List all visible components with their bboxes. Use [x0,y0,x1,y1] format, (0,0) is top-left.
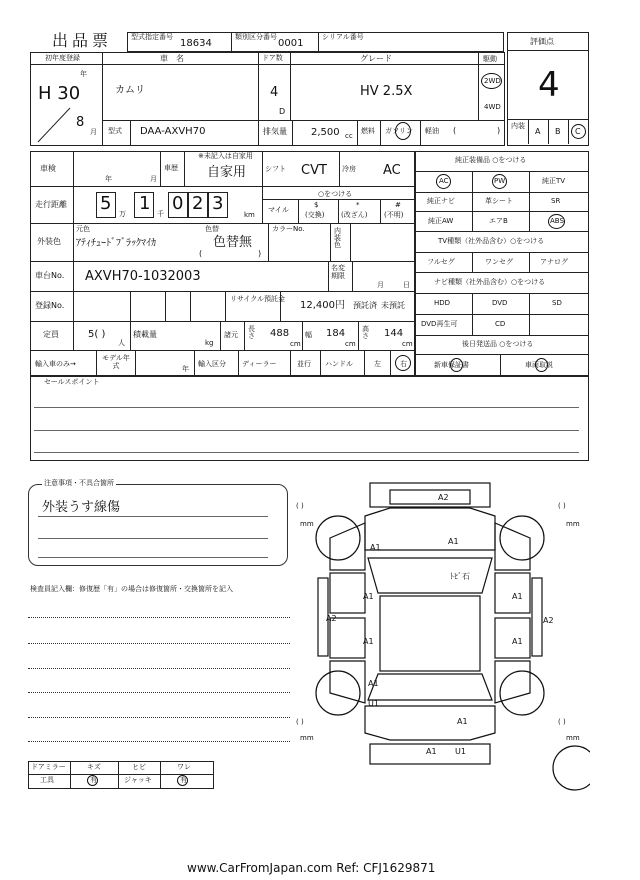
kei-label: 軽油 [425,127,439,135]
front-bumper-outline [370,483,490,507]
roof-outline [380,596,480,671]
interior-color-label: 内装色 [334,227,341,249]
inspector-label: 検査員記入欄：修復歴「有」の場合は修復箇所・交換箇所を記入 [30,585,233,593]
shaken-month-unit: 月 [150,175,157,183]
bracket-rf: ( ) [558,502,566,510]
repaint-paren-close: ) [258,249,262,258]
shaken-label: 車検 [40,164,56,173]
tool-scratch: キズ [87,763,101,771]
star-label: * [356,201,360,209]
length-cm: cm [290,340,301,348]
mm-lr: mm [300,734,314,742]
equip-pw-circle [492,174,507,189]
width: 184 [326,328,346,339]
equip-ac-circle [436,174,451,189]
mm-rr: mm [566,734,580,742]
bracket-rr: ( ) [558,718,566,726]
person-unit: 人 [118,339,125,347]
sales-point-box [30,375,589,461]
import-type-label: 輸入区分 [198,360,226,368]
first-reg-era: H 30 [38,83,81,104]
capacity-label: 定員 [43,330,59,339]
interior-grade-b: B [555,127,561,136]
docs-warranty: 新車保証書 [434,361,469,369]
mark-left-rear-door: A1 [363,637,374,646]
equip-ac: AC [439,177,449,185]
sen-unit: 千 [157,210,164,218]
mark-front-bumper: A2 [438,493,449,502]
recycle-label: リサイクル預託金 [230,295,286,303]
windshield-outline [368,558,492,593]
name-change-day: 日 [403,281,410,289]
tv-oneseg: ワンセグ [485,258,513,266]
mark-trunk: A1 [457,717,468,726]
doors-label: ドア数 [262,54,283,62]
sales-point-label: セールスポイント [44,378,100,386]
color-no-label: カラーNo. [272,225,305,233]
bracket-lf: ( ) [296,502,304,510]
grade-point-label: 評価点 [530,37,554,46]
navi-hdd: HDD [434,299,451,307]
handle-label: ハンドル [325,360,353,368]
model-year-unit: 年 [182,365,189,373]
left-front-door-outline [330,573,365,613]
interior-grade-c: C [575,127,581,136]
unknown-label: (不明) [384,211,404,219]
tv-title: TV種類（社外品含む）○をつける [438,237,545,245]
first-reg-month: 8 [76,115,85,130]
first-reg-month-unit: 月 [90,128,97,136]
navi-dvd: DVD [492,299,508,307]
reg-no-label: 登録No. [35,301,65,310]
fuel-circle [395,122,411,140]
mark-rear-bumper-2: U1 [455,747,466,756]
mark-windshield: ﾄﾋﾞ石 [450,572,470,581]
repaint-paren-open: ( [199,249,203,258]
drive-label: 駆動 [483,55,497,63]
left-front-wheel [316,516,360,560]
handle-right: 右 [400,360,407,368]
hash-label: # [395,201,401,209]
type-no: 18634 [180,38,212,49]
kg-unit: kg [205,339,214,347]
tool-tool: 工具 [40,776,54,784]
history-label: 車歴 [164,164,178,172]
car-diagram [290,478,590,808]
attach-label: ○をつける [318,190,353,198]
cooler-label: 冷房 [342,165,356,173]
right-sill-outline [532,578,542,656]
navi-sd: SD [552,299,562,307]
history: 自家用 [207,165,247,180]
bracket-lr: ( ) [296,718,304,726]
left-front-fender-outline [330,523,365,570]
navi-title: ナビ種類（社外品含む）○をつける [434,278,546,286]
equip-abs-circle [548,214,565,229]
equip-pw: PW [494,177,506,185]
tool-break: ワレ [177,763,191,771]
equip-leather: 革シート [485,197,513,205]
spare-wheel [553,746,590,790]
mileage-digit-1: 5 [100,193,112,214]
mark-right-side: A2 [543,616,554,625]
fuel-gasoline: ガソリン [385,127,413,135]
serial-label: シリアル番号 [322,33,364,41]
notes-box [28,484,288,566]
left-rear-door-outline [330,618,365,658]
height-label: 高さ [362,325,369,340]
chassis-no: AXVH70-1032003 [85,269,201,284]
car-name-label: 車 名 [160,54,184,63]
capacity: 5( ) [88,329,106,340]
mileage-digit-4: 2 [192,193,204,214]
shift: CVT [301,163,327,178]
dollar-label: $ [314,201,319,209]
width-cm: cm [345,340,356,348]
cc-unit: cc [345,132,353,140]
grade-point: 4 [538,65,560,105]
equip-aw: 純正AW [428,217,454,225]
mark-left-side: A2 [326,614,337,623]
drive-circle [481,73,502,89]
navi-dvd-play: DVD再生可 [421,320,458,328]
car-name: カムリ [115,85,145,96]
footer-watermark: www.CarFromJapan.com Ref: CFJ1629871 [187,861,436,875]
drive-2wd: 2WD [484,77,501,85]
mm-lf: mm [300,520,314,528]
mark-left-rear: A1 [368,679,379,688]
tool-jack: ジャッキ [124,776,152,784]
chassis-label: 車台No. [35,271,65,280]
equip-sr: SR [551,197,561,205]
fuel-label: 燃料 [361,127,375,135]
handle-left: 左 [374,360,381,368]
interior-label: 内装 [511,122,525,130]
height-cm: cm [402,340,413,348]
km-unit: km [244,211,255,219]
recycle-deposited: 預託済 [353,301,377,310]
equip-abs: ABS [550,217,564,225]
height: 144 [384,328,404,339]
import-label: 輸入車のみ→ [35,360,76,368]
kei-paren-open: ( [453,126,457,135]
right-rear-wheel [500,671,544,715]
drive-4wd: 4WD [484,103,501,111]
mileage-digit-5: 3 [212,193,224,214]
color-label: 外装色 [37,237,61,246]
tool-jack-circle [177,775,188,786]
exchange-label: (交換) [305,211,325,219]
tv-fullseg: フルセグ [427,258,455,266]
mark-left-rear-u: U1 [368,699,379,708]
grade-label: グレード [360,54,392,63]
mark-left-door: A1 [363,592,374,601]
sheet-title: 出品票 [52,31,113,50]
doors: 4 [270,85,279,100]
mark-left-front: A1 [370,543,381,552]
shaken-year-unit: 年 [105,175,112,183]
docs-title: 後日発送品 ○をつける [462,340,534,348]
name-change-month: 月 [377,281,384,289]
mm-rf: mm [566,520,580,528]
navi-cd: CD [495,320,506,328]
mark-hood: A1 [448,537,459,546]
length: 488 [270,328,290,339]
width-label: 幅 [305,331,312,339]
history-note: ※未記入は自家用 [198,152,253,160]
man-unit: 万 [119,210,126,218]
mileage-label: 走行距離 [35,200,67,209]
date-slash [30,104,102,144]
recycle-not: 未預託 [381,301,405,310]
repaint: 色替無 [213,235,253,250]
notes-text: 外装うす線傷 [42,500,121,515]
recycle-value: 12,400円 [300,300,345,311]
equip-navi: 純正ナビ [427,197,455,205]
docs-manual-circle [535,358,548,372]
handle-circle [395,355,411,371]
tool-tool-circle [87,775,98,786]
genuine-title: 純正装備品 ○をつける [455,156,527,164]
dim-label: 諸元 [224,331,238,339]
orig-color-label: 元色 [76,225,90,233]
tv-analog: アナログ [540,258,568,266]
type-no-label: 型式指定番号 [131,33,173,41]
equip-tv: 純正TV [542,177,566,185]
displacement-label: 排気量 [263,127,287,136]
interior-grade-a: A [535,127,541,136]
class-no: 0001 [278,38,304,49]
model: DAA-AXVH70 [140,126,206,137]
tampered-label: (改ざん) [341,211,368,219]
length-label: 長さ [248,325,255,340]
hood-outline [365,508,495,550]
model-year-label: モデル年式 [102,354,130,371]
trunk-outline [365,706,495,740]
left-rear-wheel [316,671,360,715]
front-panel-outline [390,490,470,504]
mileage-digit-2: 1 [139,193,151,214]
tool-tool-val: 有 [90,776,97,784]
mark-right-door: A1 [512,592,523,601]
door-type: D [279,107,286,116]
tool-mirror: ドアミラー [31,763,66,771]
right-front-wheel [500,516,544,560]
class-no-label: 類別区分番号 [235,33,277,41]
docs-manual: 車両取説 [525,361,553,369]
mark-rear-bumper-1: A1 [426,747,437,756]
tool-crack: ヒビ [132,763,146,771]
kei-paren-close: ) [497,126,501,135]
repaint-label: 色替 [205,225,219,233]
notes-label: 注意事項・不具合箇所 [44,479,114,487]
right-front-fender-outline [495,523,530,570]
mile-label: マイル [268,206,289,214]
parallel: 並行 [297,360,311,368]
first-reg-label: 初年度登録 [45,54,80,62]
cooler: AC [383,163,401,178]
shift-label: シフト [265,165,286,173]
first-reg-year-unit: 年 [80,70,87,78]
docs-warranty-circle [450,358,463,372]
mileage-digit-3: 0 [172,193,184,214]
load-label: 積載量 [133,330,157,339]
interior-grade-circle [571,124,586,139]
orig-color: ｱﾃｨﾁｭｰﾄﾞﾌﾞﾗｯｸﾏｲｶ [76,238,156,249]
mark-right-rear-door: A1 [512,637,523,646]
model-label: 型式 [108,127,122,135]
grade: HV 2.5X [360,84,413,99]
displacement: 2,500 [311,127,340,138]
dealer: ディーラー [242,360,277,368]
tool-jack-val: 有 [180,776,187,784]
equip-airbag: エアB [489,217,508,225]
name-change-label: 名変期限 [331,264,345,281]
rear-window-outline [368,674,492,700]
